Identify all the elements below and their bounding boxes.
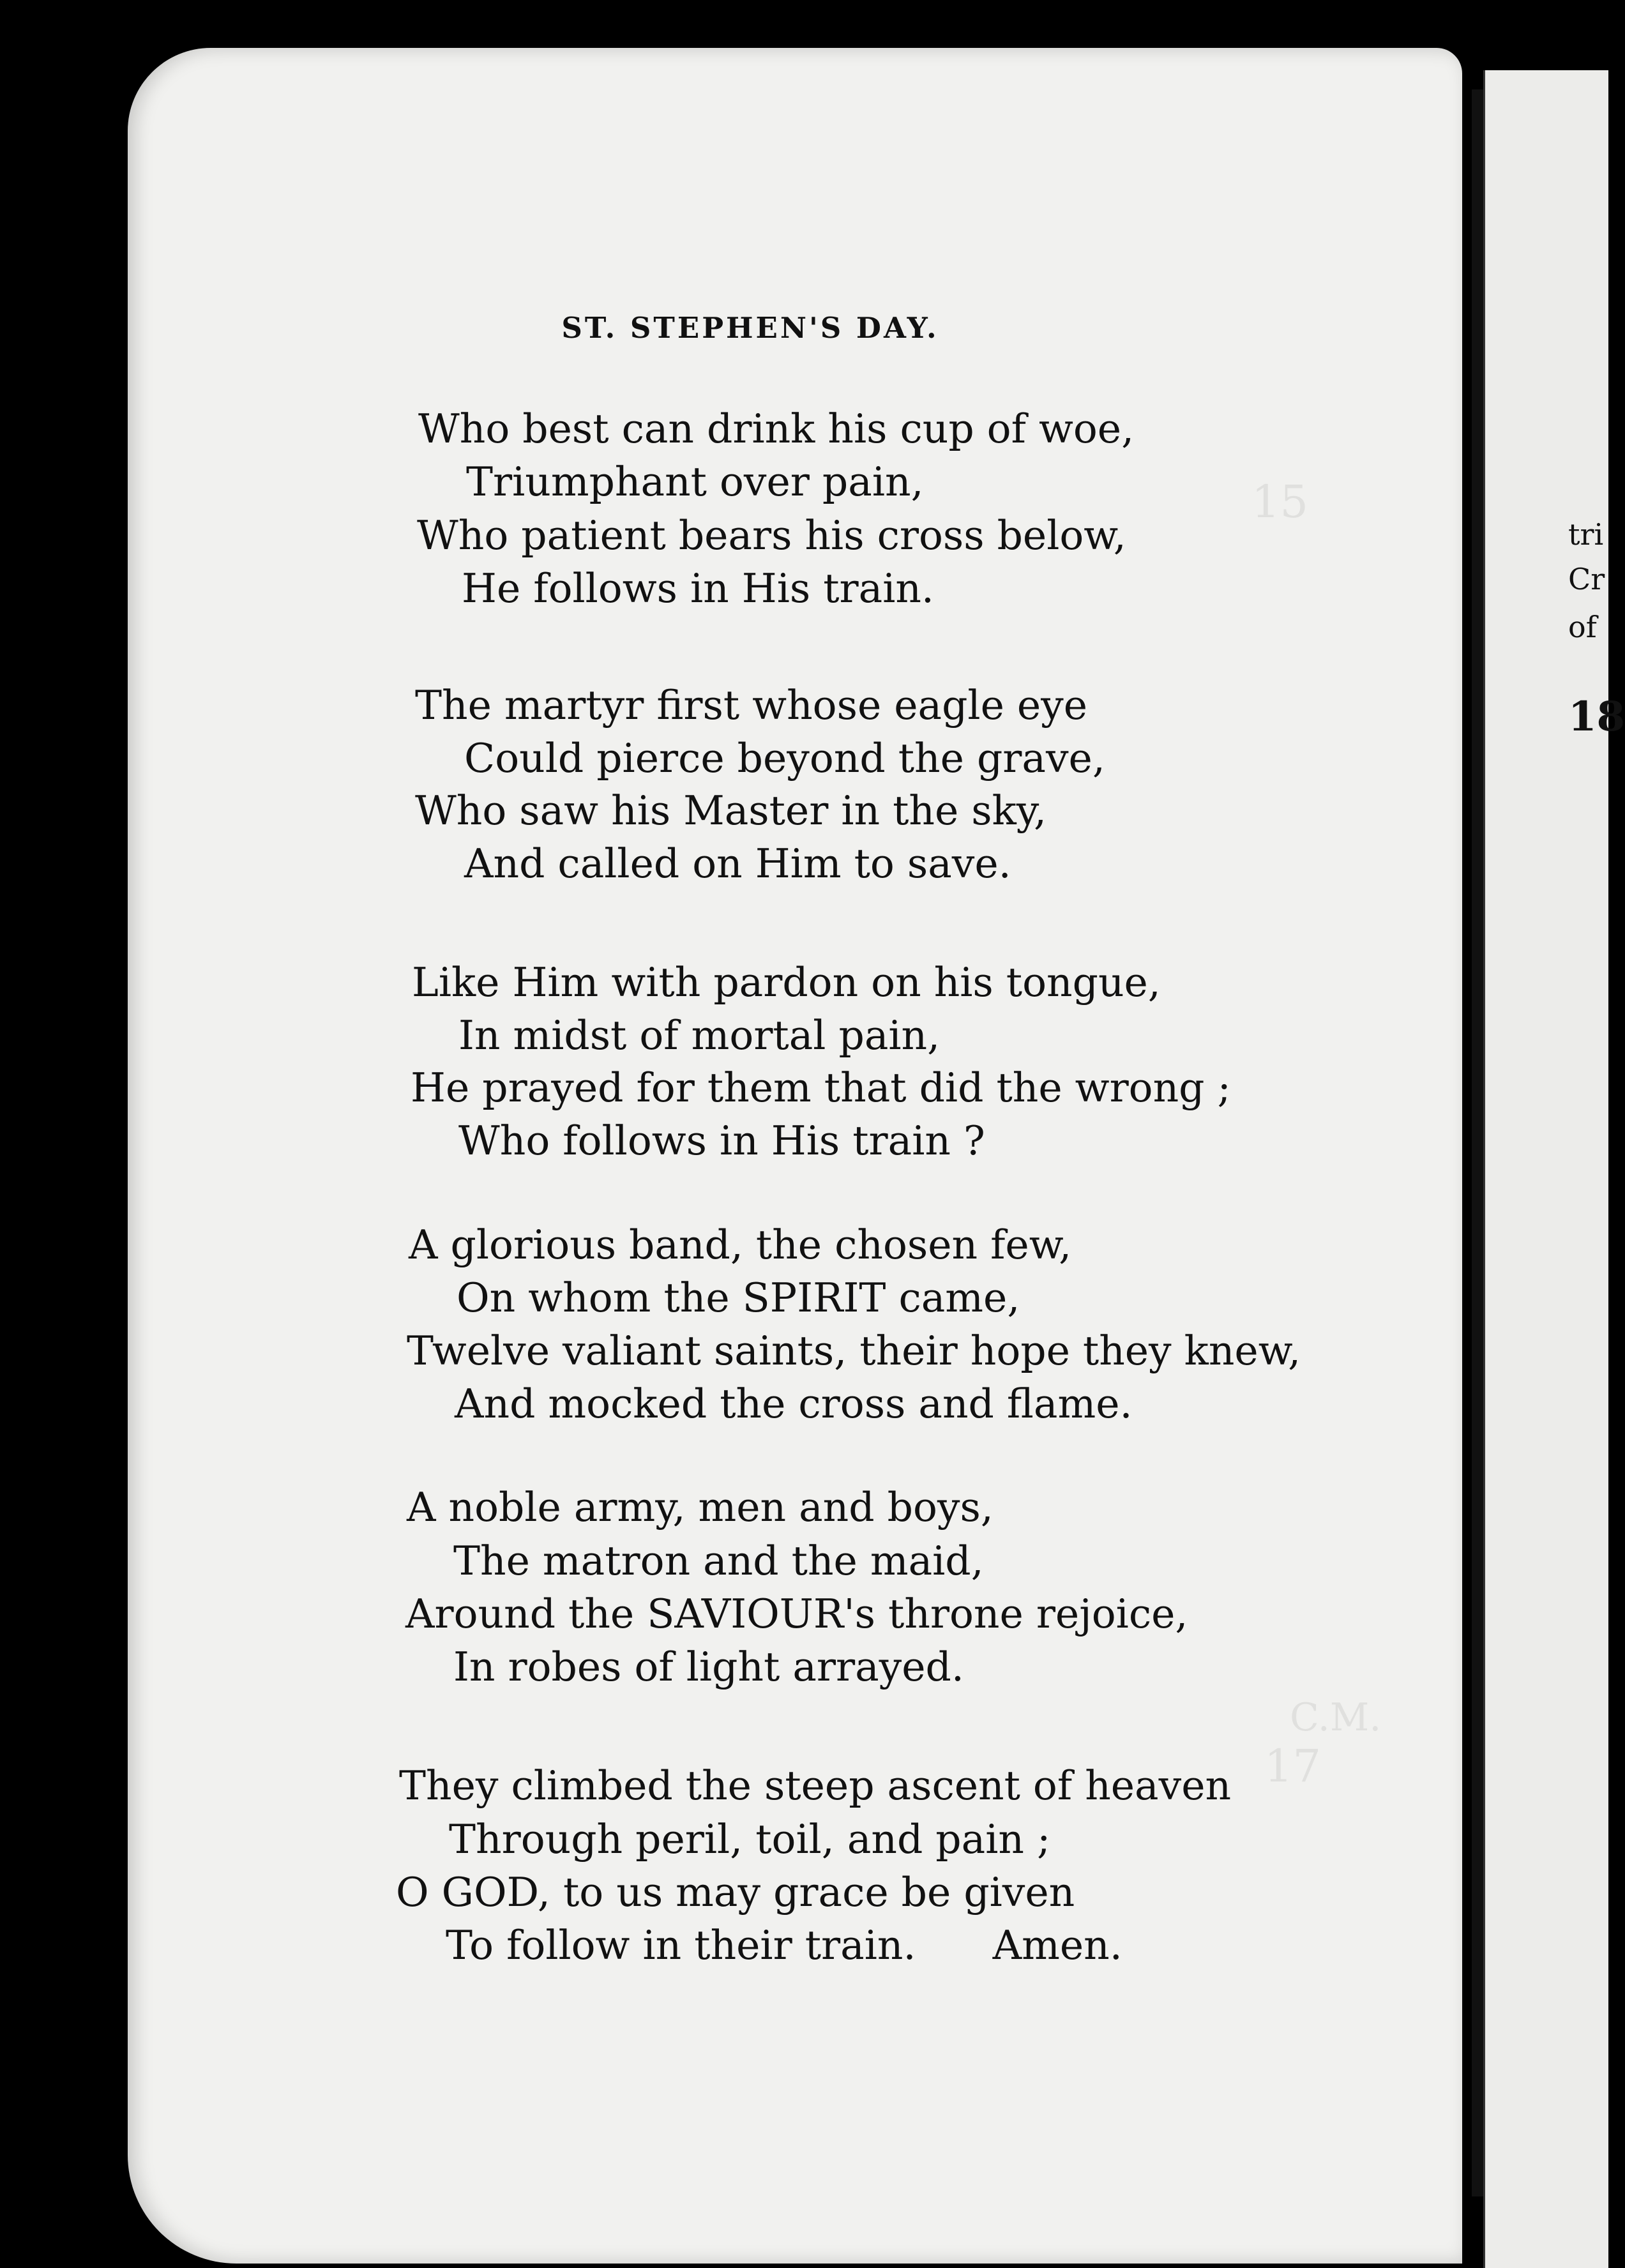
- poem-line: Could pierce beyond the grave,: [464, 735, 1105, 782]
- poem-line: The martyr first whose eagle eye: [415, 682, 1088, 729]
- poem-line: He follows in His train.: [462, 565, 934, 612]
- poem-line: A noble army, men and boys,: [407, 1484, 994, 1531]
- book-binding: [1472, 89, 1483, 2196]
- poem-line: Around the SAVIOUR's throne rejoice,: [405, 1591, 1188, 1637]
- poem-line: And called on Him to save.: [464, 840, 1011, 887]
- running-head-text: ST. STEPHEN'S DAY.: [561, 311, 939, 345]
- poem-line: Triumphant over pain,: [466, 458, 924, 505]
- poem-line: The matron and the maid,: [453, 1538, 984, 1584]
- show-through-text: C.M.: [1290, 1695, 1382, 1740]
- poem-line: Who patient bears his cross below,: [417, 512, 1126, 559]
- poem-line: Who saw his Master in the sky,: [415, 787, 1047, 834]
- poem-line: To follow in their train. Amen.: [446, 1922, 1122, 1969]
- poem-line: Who best can drink his cup of woe,: [418, 405, 1135, 452]
- poem-line: In midst of mortal pain,: [458, 1012, 941, 1059]
- poem-line: A glorious band, the chosen few,: [409, 1221, 1072, 1268]
- poem-line: In robes of light arrayed.: [453, 1644, 964, 1690]
- facing-page-fragment: 18: [1568, 693, 1625, 741]
- poem-line: They climbed the steep ascent of heaven: [399, 1762, 1232, 1809]
- facing-page-fragment: of: [1568, 610, 1597, 644]
- facing-page-fragment: tri: [1568, 517, 1604, 552]
- hymn-text: [128, 48, 1462, 2264]
- poem-line: Twelve valiant saints, their hope they knew,: [407, 1327, 1301, 1374]
- poem-line: O GOD, to us may grace be given: [396, 1869, 1075, 1916]
- poem-line: On whom the SPIRIT came,: [457, 1274, 1020, 1321]
- poem-line: And mocked the cross and flame.: [455, 1380, 1133, 1427]
- show-through-text: 17: [1264, 1740, 1322, 1792]
- poem-line: Like Him with pardon on his tongue,: [412, 959, 1161, 1006]
- right-page-edge: [1483, 70, 1625, 2268]
- left-page: [128, 48, 1462, 2264]
- facing-page-fragment: Cr: [1568, 562, 1605, 596]
- poem-line: Who follows in His train ?: [458, 1117, 985, 1164]
- poem-line: Through peril, toil, and pain ;: [449, 1816, 1051, 1863]
- show-through-text: 15: [1251, 476, 1309, 528]
- poem-line: He prayed for them that did the wrong ;: [411, 1064, 1231, 1111]
